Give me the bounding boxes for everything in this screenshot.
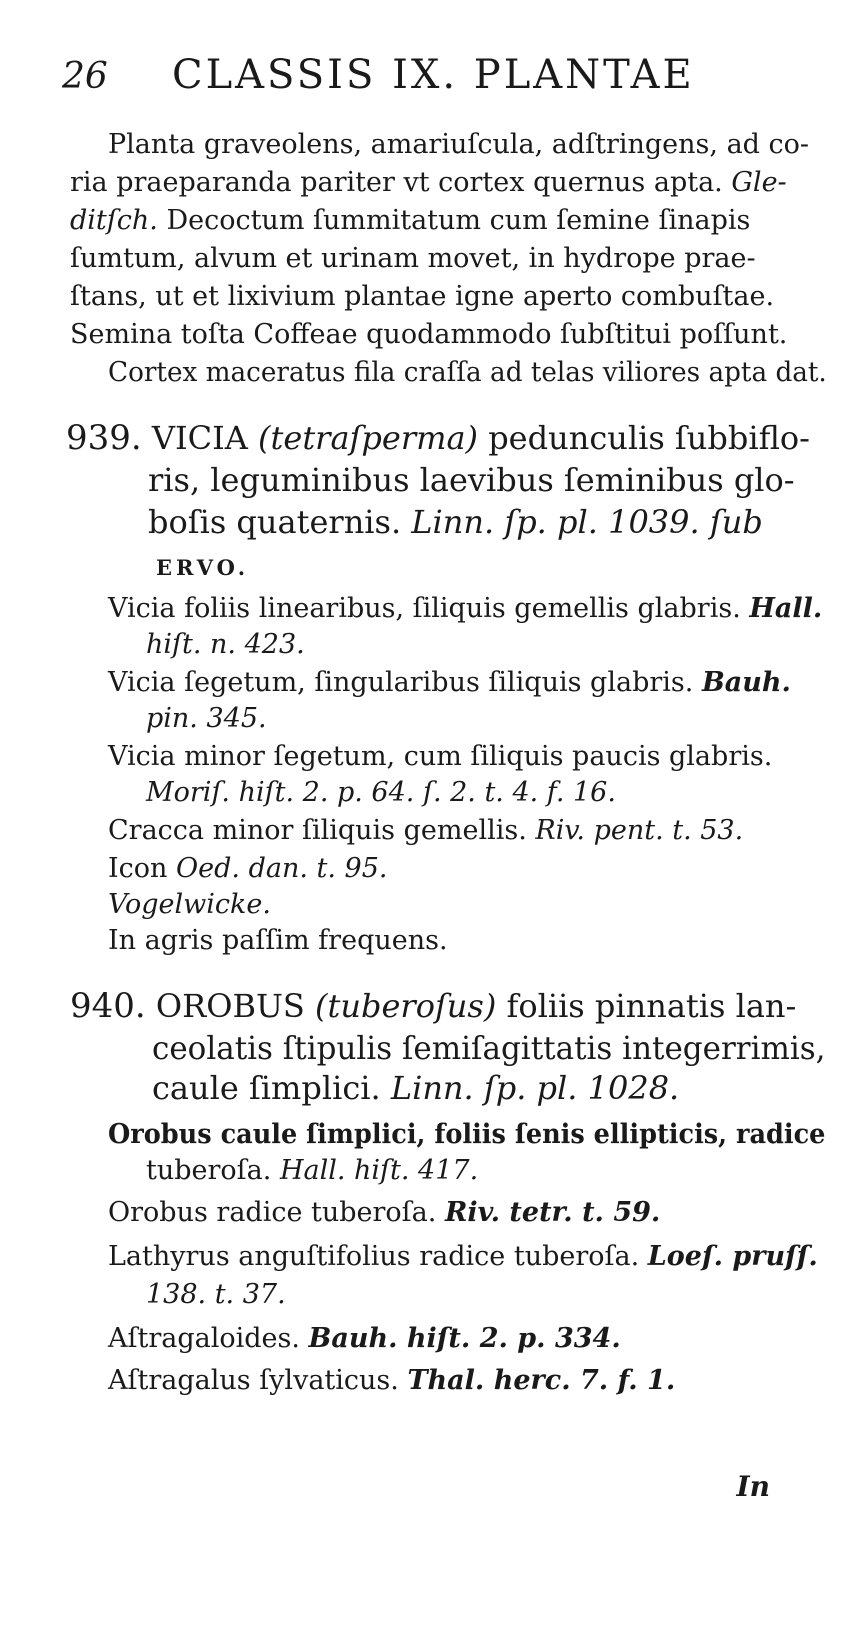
synonym-ref-line: 138. t. 37. xyxy=(146,1279,286,1310)
entry-940-heading: 940. OROBUS (tuberoſus) foliis pinnatis lan- xyxy=(70,986,797,1026)
catchword: In xyxy=(736,1470,770,1503)
vernacular-name: Vogelwicke. xyxy=(108,889,271,920)
synonym-ref-line: hiſt. n. 423. xyxy=(146,629,305,660)
intro-line-2: ria praeparanda pariter vt cortex quernus apta. Gle- xyxy=(70,167,787,198)
synonym-ref-line: Moriſ. hiſt. 2. p. 64. ſ. 2. t. 4. f. 16. xyxy=(146,777,616,808)
synonym-line: Lathyrus anguſtifolius radice tuberoſa. Loeſ. pruſſ. xyxy=(108,1241,818,1272)
synonym-line: Aſtragalus ſylvaticus. Thal. herc. 7. f. 1. xyxy=(108,1365,676,1396)
page-header xyxy=(62,52,822,102)
entry-940-desc-3: caule ſimplici. Linn. ſp. pl. 1028. xyxy=(152,1069,680,1107)
habitat-line: In agris paſſim frequens. xyxy=(108,925,448,956)
entry-939-desc-2: ris, leguminibus laevibus ſeminibus glo- xyxy=(148,461,795,499)
intro-line-1: Planta graveolens, amariuſcula, adſtringens, ad co- xyxy=(108,129,810,160)
intro-line-5: ſtans, ut et lixivium plantae igne aperto combuſtae. xyxy=(70,281,775,312)
intro-line-4: ſumtum, alvum et urinam movet, in hydrope prae- xyxy=(70,243,756,274)
synonym-line: Vicia minor ſegetum, cum ſiliquis paucis glabris. xyxy=(108,741,773,772)
entry-number: 939. xyxy=(66,418,142,458)
species-name: (tuberoſus) xyxy=(315,987,497,1025)
running-title: CLASSIS IX. PLANTAE xyxy=(172,52,695,98)
genus-name: OROBUS xyxy=(155,987,305,1025)
synonym-ref-line: tuberoſa. Hall. hiſt. 417. xyxy=(146,1155,479,1186)
species-name: (tetraſperma) xyxy=(258,419,479,457)
synonym-line: Cracca minor ſiliquis gemellis. Riv. pent. t. 53. xyxy=(108,815,744,846)
intro-line-3: ditſch. Decoctum ſummitatum cum ſemine ſinapis xyxy=(70,205,751,236)
synonym-line: Orobus caule ſimplici, foliis ſenis ellipticis, radice xyxy=(108,1119,826,1150)
entry-940-desc-2: ceolatis ſtipulis ſemiſagittatis integerrimis, xyxy=(152,1029,826,1067)
intro-line-6: Semina toſta Coffeae quodammodo ſubſtitui poſſunt. xyxy=(70,319,788,350)
synonym-line: Aſtragaloides. Bauh. hiſt. 2. p. 334. xyxy=(108,1323,621,1354)
synonym-line: Vicia foliis linearibus, ſiliquis gemellis glabris. Hall. xyxy=(108,593,823,624)
intro-line-7: Cortex maceratus fila craſſa ad telas viliores apta dat. xyxy=(108,357,827,388)
synonym-ref-line: pin. 345. xyxy=(146,703,267,734)
synonym-line: Vicia ſegetum, ſingularibus ſiliquis glabris. Bauh. xyxy=(108,667,791,698)
genus-name: VICIA xyxy=(151,419,248,457)
page-number: 26 xyxy=(62,56,108,97)
entry-939-sub: ERVO. xyxy=(156,555,250,580)
entry-number: 940. xyxy=(70,986,146,1026)
synonym-line: Orobus radice tuberoſa. Riv. tetr. t. 59. xyxy=(108,1197,661,1228)
entry-939-heading: 939. VICIA (tetraſperma) pedunculis ſubbiflo- xyxy=(66,418,810,458)
synonym-line: Icon Oed. dan. t. 95. xyxy=(108,853,388,884)
entry-939-desc-3: boſis quaternis. Linn. ſp. pl. 1039. ſub xyxy=(148,503,763,541)
